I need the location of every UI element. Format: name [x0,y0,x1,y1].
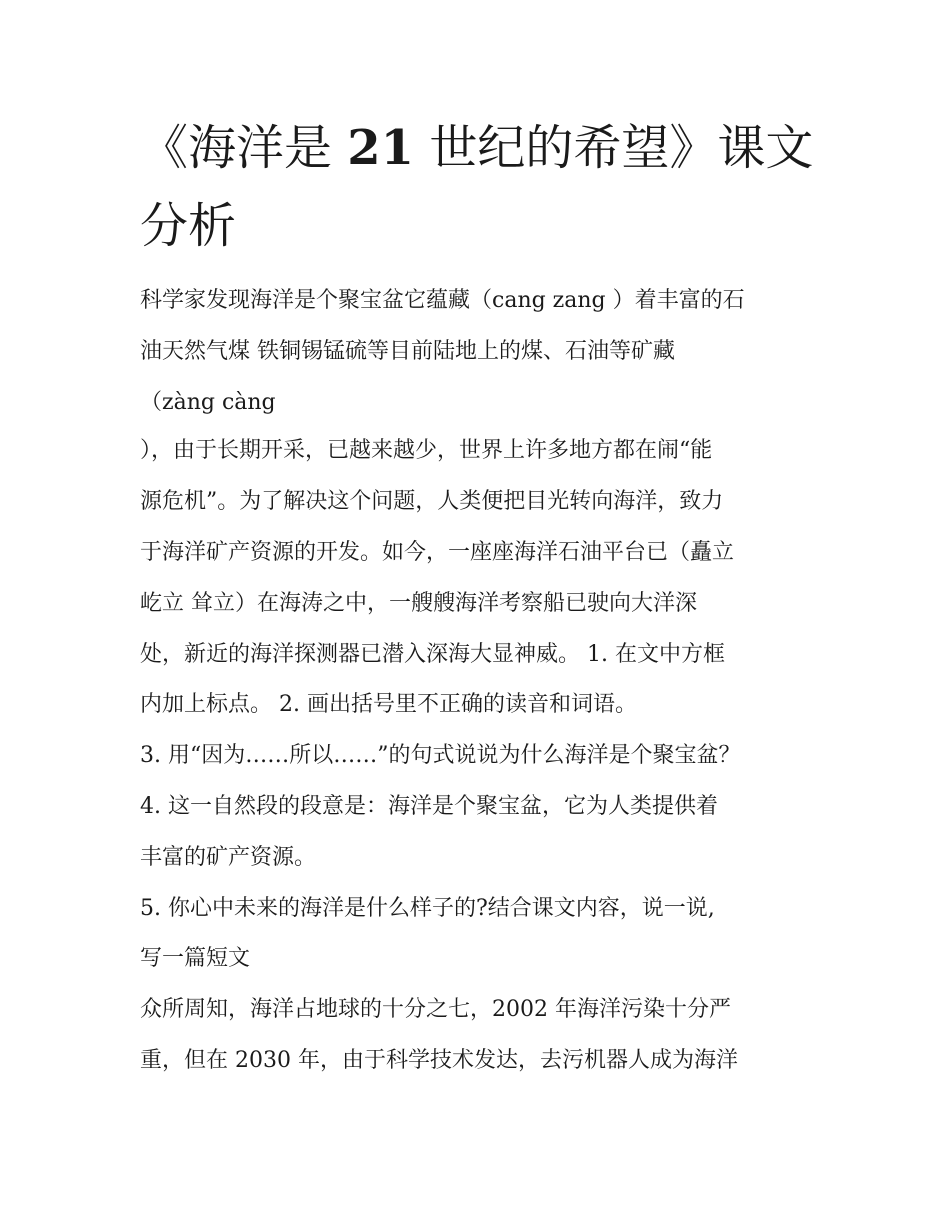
body-line-16: 重，但在 2030 年，由于科学技术发达，去污机器人成为海洋 [140,1048,738,1073]
title-line-1-pre: 《海洋是 [140,120,348,176]
body-line-4: ），由于长期开采，已越来越少，世界上许多地方都在闹“能 [140,438,713,463]
body-line-5: 源危机”。为了解决这个问题，人类便把目光转向海洋，致力 [140,489,724,514]
body-line-10: 3. 用“因为……所以……”的句式说说为什么海洋是个聚宝盆？ [140,743,741,768]
title-line-2 [140,196,236,256]
body-line-8: 处，新近的海洋探测器已潜入深海大显神威。 1. 在文中方框 [140,642,725,667]
title-line-1-post: 世纪的希望》课文 [414,120,814,176]
body-line-9: 内加上标点。 2. 画出括号里不正确的读音和词语。 [140,692,637,717]
title-line-1 [140,118,813,178]
body-line-13: 5. 你心中未来的海洋是什么样子的?结合课文内容，说一说, [140,896,715,921]
body-line-14: 写一篇短文 [140,946,251,971]
body-line-2: 油天然气煤 铁铜锡锰硫等目前陆地上的煤、石油等矿藏 [140,339,675,364]
body-line-11: 4. 这一自然段的段意是：海洋是个聚宝盆，它为人类提供着 [140,794,718,819]
title-line-2-text: 分析 [140,198,237,254]
body-line-6: 于海洋矿产资源的开发。如今，一座座海洋石油平台已（矗立 [140,540,735,565]
body-line-3: （zàng càng [140,390,276,415]
body-line-12: 丰富的矿产资源。 [140,845,317,870]
body-line-1: 科学家发现海洋是个聚宝盆它蕴藏（cang zang ）着丰富的石 [140,288,745,313]
body-line-7: 屹立 耸立）在海涛之中，一艘艘海洋考察船已驶向大洋深 [140,591,697,616]
body-line-15: 众所周知，海洋占地球的十分之七，2002 年海洋污染十分严 [140,997,731,1022]
title-line-1-number: 21 [347,120,415,176]
